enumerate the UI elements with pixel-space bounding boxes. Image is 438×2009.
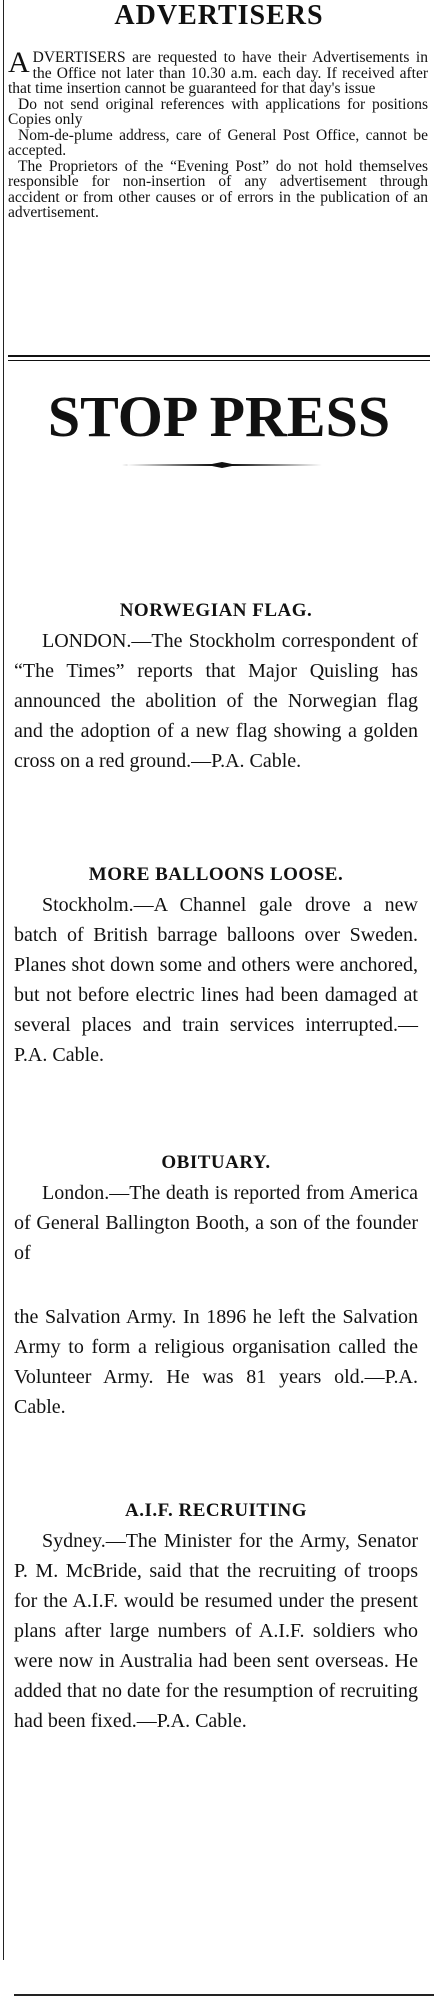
- advertisers-paragraph: The Proprietors of the “Evening Post” do not hold themselves responsible for non-insertion of any advertisement through accident or from other causes or of errors in the publication of an advertisement.: [8, 157, 428, 221]
- story-body: Sydney.—The Minister for the Army, Senator P. M. McBride, said that the recruiting of troops for the A.I.F. would be resumed under the present plans after large numbers of A.I.F. soldiers who were now in Australia had been sent overseas. He added that no date for the resumption of recruiting had been fixed.—P.A. Cable.: [14, 1530, 418, 1732]
- bottom-rule: [14, 1994, 434, 1996]
- advertisers-paragraph: Do not send original references with applications for positions Copies only: [8, 95, 428, 128]
- ornament-rule: [122, 462, 322, 468]
- advertisers-paragraph: Nom-de-plume address, care of General Post Office, cannot be accepted.: [8, 126, 428, 159]
- drop-cap: A: [8, 46, 30, 79]
- advertisers-notice: [8, 0, 430, 221]
- story-body: LONDON.—The Stockholm correspondent of “The Times” reports that Major Quisling has announced the abolition of the Norwegian flag and the adoption of a new flag showing a golden cross on a red ground.—P.A. Cable.: [14, 630, 418, 772]
- story-heading: A.I.F. RECRUITING: [125, 1500, 307, 1521]
- story-more-balloons-loose: [14, 860, 418, 1070]
- story-norwegian-flag: [14, 596, 418, 776]
- story-body: Stockholm.—A Channel gale drove a new batch of British barrage balloons over Sweden. Planes shot down some and others were anchored, but not before electric lines had been damaged at several places and train services interrupted.—P.A. Cable.: [14, 894, 418, 1066]
- story-body: London.—The death is reported from America of General Ballington Booth, a son of the founder of: [14, 1182, 418, 1264]
- story-heading: NORWEGIAN FLAG.: [119, 600, 313, 621]
- story-heading: MORE BALLOONS LOOSE.: [88, 864, 344, 885]
- story-aif-recruiting: [14, 1496, 418, 1736]
- advertisers-heading: ADVERTISERS: [114, 0, 324, 31]
- story-obituary: [14, 1148, 418, 1268]
- column-rule: [3, 0, 4, 1960]
- story-obituary-continued: [14, 1302, 418, 1422]
- story-body-continued: the Salvation Army. In 1896 he left the Salvation Army to form a religious organisation called the Volunteer Army. He was 81 years old.—P.A. Cable.: [14, 1306, 418, 1418]
- story-heading: OBITUARY.: [161, 1152, 271, 1173]
- section-divider: [8, 355, 430, 361]
- stop-press-title: STOP PRESS: [47, 384, 391, 449]
- advertisers-paragraph: DVERTISERS are requested to have their Advertisements in the Office not later than 10.30 a.m. each day. If received after that time insertion cannot be guaranteed for that day's issue: [8, 49, 428, 97]
- advertisers-text: [8, 46, 430, 221]
